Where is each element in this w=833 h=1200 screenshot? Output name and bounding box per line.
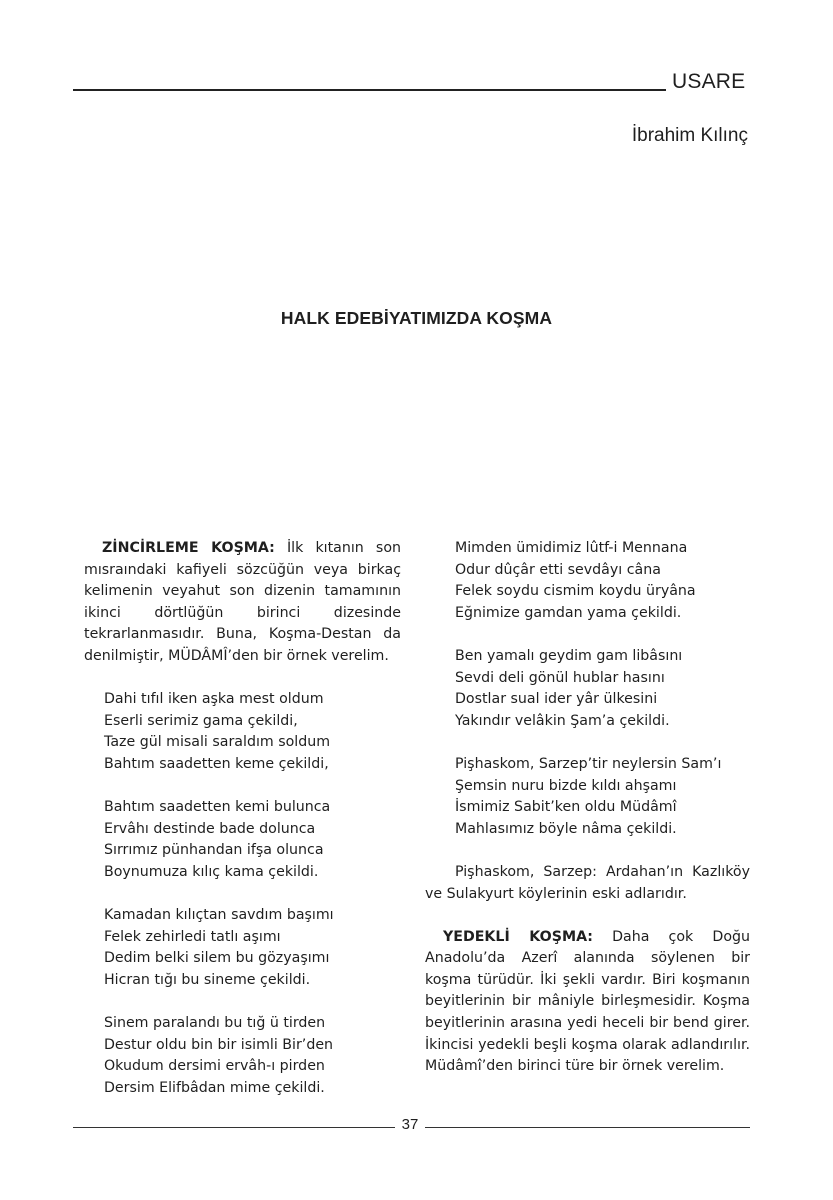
verse-line: Eserli serimiz gama çekildi,	[104, 712, 298, 729]
verse-line: Şemsin nuru bizde kıldı ahşamı	[455, 777, 677, 794]
verse-line: Okudum dersimi ervâh-ı pirden	[104, 1058, 325, 1075]
verse-line: Pişhaskom, Sarzep’tir neylersin Sam’ı	[455, 755, 722, 772]
verse-line: İsmimiz Sabit’ken oldu Müdâmî	[455, 799, 677, 816]
intro-keyword: ZİNCİRLEME KOŞMA:	[102, 540, 275, 556]
footnote-paragraph: Pişhaskom, Sarzep: Ardahan’ın Kazlıköy ve Sulakyurt köylerinin eski adlarıdır.	[425, 863, 750, 902]
poem-stanza-3	[84, 905, 401, 991]
verse-line: Felek zehirledi tatlı aşımı	[104, 928, 281, 945]
poem-stanza-6	[425, 646, 750, 732]
poem-stanza-1	[84, 689, 401, 775]
poem-stanza-4	[84, 1013, 401, 1099]
verse-line: Mimden ümidimiz lûtf-i Mennana	[455, 540, 688, 556]
verse-line: Yakındır velâkin Şam’a çekildi.	[455, 712, 670, 729]
yedekli-text: Daha çok Doğu Anadolu’da Azerî alanında söylenen bir koşma türüdür. İki şekli vardır. Biri koşmanın beyitlerinin bir mâniyle birleşmesidir. Koşma beyitlerinin arasına yedi heceli bir bend girer. İkincisi yedekli beşli koşma olarak adlandırılır. Müdâmî’den birinci türe bir örnek verelim.	[425, 928, 750, 1075]
verse-line: Ervâhı destinde bade dolunca	[104, 820, 316, 837]
intro-text: İlk kıtanın son mısraındaki kafiyeli sözcüğün veya birkaç kelimenin veyahut son dizenin tamamının ikinci dörtlüğün birinci dizesinde tekrarlanmasıdır. Buna, Koşma-Destan da denilmiştir, MÜDÂMÎ’den bir örnek verelim.	[84, 540, 401, 664]
footer-rule-right	[425, 1127, 750, 1128]
article-title: HALK EDEBİYATIMIZDA KOŞMA	[280, 308, 553, 328]
verse-line: Destur oldu bin bir isimli Bir’den	[104, 1036, 334, 1053]
header-rule	[73, 89, 666, 91]
verse-line: Dostlar sual ider yâr ülkesini	[455, 691, 658, 708]
verse-line: Dedim belki silem bu gözyaşımı	[104, 950, 330, 967]
yedekli-paragraph	[425, 927, 750, 1078]
verse-line: Hicran tığı bu sineme çekildi.	[104, 971, 311, 988]
verse-line: Bahtım saadetten keme çekildi,	[104, 755, 329, 772]
page-footer	[73, 1116, 750, 1138]
footer-rule-left	[73, 1127, 395, 1128]
verse-line: Sevdi deli gönül hublar hasını	[455, 669, 665, 686]
verse-line: Dersim Elifbâdan mime çekildi.	[104, 1079, 325, 1096]
verse-line: Dahi tıfıl iken aşka mest oldum	[104, 691, 324, 708]
page-number: 37	[401, 1116, 419, 1133]
verse-line: Sırrımız pünhandan ifşa olunca	[104, 842, 324, 859]
verse-line: Boynumuza kılıç kama çekildi.	[104, 863, 319, 880]
poem-stanza-2	[84, 797, 401, 883]
journal-title: USARE	[672, 70, 746, 93]
intro-paragraph	[84, 538, 401, 668]
left-column	[84, 538, 401, 1099]
verse-line: Felek soydu cismim koydu üryâna	[455, 583, 696, 600]
poem-stanza-5	[425, 538, 750, 624]
verse-line: Odur dûçâr etti sevdâyı câna	[455, 561, 661, 578]
verse-line: Ben yamalı geydim gam libâsını	[455, 647, 683, 664]
verse-line: Eğnimize gamdan yama çekildi.	[455, 604, 682, 621]
verse-line: Sinem paralandı bu tığ ü tirden	[104, 1015, 326, 1032]
verse-line: Kamadan kılıçtan savdım başımı	[104, 907, 334, 924]
verse-line: Bahtım saadetten kemi bulunca	[104, 799, 331, 816]
yedekli-keyword: YEDEKLİ KOŞMA:	[443, 928, 593, 945]
right-column	[425, 538, 750, 1078]
poem-stanza-7	[425, 754, 750, 840]
author-name: İbrahim Kılınç	[631, 125, 748, 146]
verse-line: Taze gül misali saraldım soldum	[104, 734, 331, 751]
verse-line: Mahlasımız böyle nâma çekildi.	[455, 820, 677, 837]
